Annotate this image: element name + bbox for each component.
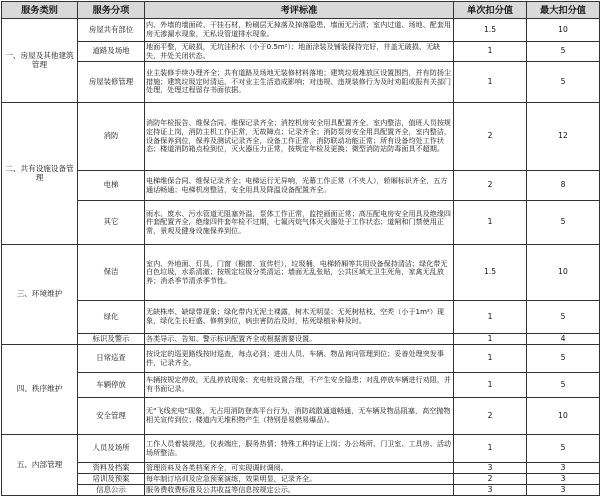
single-deduction-cell: 1.5 bbox=[454, 245, 527, 301]
table-row bbox=[2, 398, 600, 435]
criteria-cell: 业主装修手续办理齐全；共有道路及场地无装修材料落地；建筑垃圾堆放区设置围挡，并有防扬尘措施；建筑垃圾定时清运，不对业主生活造成影响；对违规、违规装修行为及时劝阻或报有关部门处理，处理过程留存书面依据。 bbox=[145, 62, 454, 103]
single-deduction-cell: 1.5 bbox=[454, 19, 527, 42]
criteria-cell: 各类导示、告知、警示标识配置齐全或根据需要设置。 bbox=[145, 334, 454, 345]
header-single-deduction: 单次扣分值 bbox=[454, 2, 527, 19]
max-deduction-cell: 5 bbox=[527, 62, 600, 103]
single-deduction-cell: 1 bbox=[454, 62, 527, 103]
criteria-cell: 工作人员着装规范，仪表端庄，服务热情；特殊工种持证上岗；办公场所、门卫室、工具房、活动场所整洁。 bbox=[145, 435, 454, 463]
criteria-cell: 无缺株率、缺绿带现象；绿化带内无泥土裸露，树木无明显；无死树枯枝、空秃（小于1m²）现象，绿化生长旺盛、修剪到位，病虫害防治及时，枯死绿植补种及时。 bbox=[145, 301, 454, 334]
subitem-cell: 绿化 bbox=[78, 301, 145, 334]
max-deduction-cell: 3 bbox=[527, 463, 600, 474]
header-max-deduction: 最大扣分值 bbox=[527, 2, 600, 19]
criteria-cell: 管理资料及各类档案齐全，可实现调时调阅。 bbox=[145, 463, 454, 474]
single-deduction-cell: 1 bbox=[454, 373, 527, 398]
table-row bbox=[2, 463, 600, 474]
single-deduction-cell: 3 bbox=[454, 463, 527, 474]
subitem-cell: 电梯 bbox=[78, 171, 145, 201]
max-deduction-cell: 10 bbox=[527, 245, 600, 301]
table-row bbox=[2, 42, 600, 62]
criteria-cell: 室内、外地面、灯具，门窗（橱窗、宣传栏），垃圾桶，电梯轿厢等共用设备保持清洁；绿化带无白色垃圾，水系清澈；按规定垃圾分类清运；墙面无乱张贴，公共区域无卫生死角，家禽无乱放养；消杀季节清杀季节性。 bbox=[145, 245, 454, 301]
table-row bbox=[2, 62, 600, 103]
header-subitem: 服务分项 bbox=[78, 2, 145, 19]
subitem-cell: 信息公示 bbox=[78, 485, 145, 496]
subitem-cell: 房屋共有部位 bbox=[78, 19, 145, 42]
max-deduction-cell: 5 bbox=[527, 42, 600, 62]
single-deduction-cell: 2 bbox=[454, 103, 527, 171]
max-deduction-cell: 3 bbox=[527, 474, 600, 485]
subitem-cell: 房屋装修管理 bbox=[78, 62, 145, 103]
max-deduction-cell: 5 bbox=[527, 301, 600, 334]
category-cell: 五、内部管理 bbox=[2, 435, 78, 496]
table-row bbox=[2, 474, 600, 485]
table-row bbox=[2, 19, 600, 42]
criteria-cell: 电梯维保合同、维保记录齐全；电梯运行无异响，光幕工作正常（不夹人），轿厢标识齐全，五方通话畅通；电梯机房整洁，安全用具及降温设备配置齐全。 bbox=[145, 171, 454, 201]
single-deduction-cell: 2 bbox=[454, 474, 527, 485]
subitem-cell: 其它 bbox=[78, 201, 145, 245]
subitem-cell: 消防 bbox=[78, 103, 145, 171]
criteria-cell: 车辆按规定停放，无乱停放现象；充电桩设置合理，不产生安全隐患；对乱停放车辆进行劝阻，并有书面记录。 bbox=[145, 373, 454, 398]
table-row bbox=[2, 373, 600, 398]
max-deduction-cell: 10 bbox=[527, 398, 600, 435]
criteria-cell: 地面平整，无破损，无坑洼积水（小于0.5m²）；地面涂装及铺装保持完好，井盖无破损、无缺失，井处关闭状态。 bbox=[145, 42, 454, 62]
subitem-cell: 安全管理 bbox=[78, 398, 145, 435]
max-deduction-cell: 12 bbox=[527, 103, 600, 171]
subitem-cell: 车辆停放 bbox=[78, 373, 145, 398]
table-row bbox=[2, 245, 600, 301]
criteria-cell: 无"飞线充电"现象，无占用消防登高平台行为，消防疏散通道畅通，无车辆及物品阻塞，高空抛物相关宣传到位；楼道内无堆积物产生（特别是易燃易爆品）。 bbox=[145, 398, 454, 435]
category-cell: 三、环境维护 bbox=[2, 245, 78, 345]
criteria-cell: 服务费收费标准及公共收益等信息按规定公示。 bbox=[145, 485, 454, 496]
single-deduction-cell: 2 bbox=[454, 398, 527, 435]
subitem-cell: 道路及场地 bbox=[78, 42, 145, 62]
assessment-table bbox=[1, 1, 600, 496]
single-deduction-cell: 1 bbox=[454, 345, 527, 373]
single-deduction-cell: 1 bbox=[454, 201, 527, 245]
header-row bbox=[2, 2, 600, 19]
single-deduction-cell: 3 bbox=[454, 485, 527, 496]
criteria-cell: 内、外墙的墙面砖、干挂石材，粉刷层无掉落及掉落隐患，墙面无污渍；室内过道、场地、配套用房无渗漏水现象，无私设管道排水现象。 bbox=[145, 19, 454, 42]
header-criteria: 考评标准 bbox=[145, 2, 454, 19]
criteria-cell: 消防年检报告、维保合同、维保记录齐全；消控机房安全用具配置齐全，室内整洁，值班人员按规定持证上岗，消防主机工作正常，无故障点；记录齐全；消防泵房安全用具配置齐全，室内整洁，设备保养到位，保养及测试记录齐全，设备工作正常，消防联动功能正常；所有设备均处工作状态；楼道消防箱点检到位，灭火器压力正常，按规定年检及更换；微型消防站防毒面具不超期。 bbox=[145, 103, 454, 171]
table-row bbox=[2, 301, 600, 334]
criteria-cell: 雨水、废水、污水管道无阻塞外溢，泵体工作正常，监控画面正常；高压配电房安全用具及绝缘四件套配置齐全，绝缘四件套年检不过期，七氟丙烷气体灭火器处于工作状态；道闸和门禁使用正常，景观及健身设施保养到位。 bbox=[145, 201, 454, 245]
category-cell: 二、共有设施设备管理 bbox=[2, 103, 78, 245]
table-row bbox=[2, 345, 600, 373]
max-deduction-cell: 5 bbox=[527, 435, 600, 463]
max-deduction-cell: 5 bbox=[527, 373, 600, 398]
subitem-cell: 资料及档案 bbox=[78, 463, 145, 474]
subitem-cell: 标识及警示 bbox=[78, 334, 145, 345]
table-row bbox=[2, 171, 600, 201]
table-row bbox=[2, 201, 600, 245]
subitem-cell: 日常巡查 bbox=[78, 345, 145, 373]
max-deduction-cell: 5 bbox=[527, 345, 600, 373]
criteria-cell: 每年制订培训及应急预案演练，效果明显，记录齐全。 bbox=[145, 474, 454, 485]
max-deduction-cell: 4 bbox=[527, 334, 600, 345]
criteria-cell: 按设定的巡更路线按时巡查，每点必到；进出人员、车辆、物品询问管理到位；妥善处理突发事件，记录齐全。 bbox=[145, 345, 454, 373]
max-deduction-cell: 10 bbox=[527, 19, 600, 42]
max-deduction-cell: 5 bbox=[527, 201, 600, 245]
max-deduction-cell: 8 bbox=[527, 171, 600, 201]
single-deduction-cell: 1 bbox=[454, 301, 527, 334]
single-deduction-cell: 2 bbox=[454, 171, 527, 201]
table-row bbox=[2, 485, 600, 496]
category-cell: 一、房屋及其他建筑管理 bbox=[2, 19, 78, 103]
table-row bbox=[2, 103, 600, 171]
single-deduction-cell: 1 bbox=[454, 42, 527, 62]
category-cell: 四、秩序维护 bbox=[2, 345, 78, 435]
subitem-cell: 人员及场所 bbox=[78, 435, 145, 463]
single-deduction-cell: 1 bbox=[454, 334, 527, 345]
header-category: 服务类别 bbox=[2, 2, 78, 19]
single-deduction-cell: 1 bbox=[454, 435, 527, 463]
table-row bbox=[2, 334, 600, 345]
table-row bbox=[2, 435, 600, 463]
max-deduction-cell: 3 bbox=[527, 485, 600, 496]
subitem-cell: 培训及预案 bbox=[78, 474, 145, 485]
subitem-cell: 保洁 bbox=[78, 245, 145, 301]
